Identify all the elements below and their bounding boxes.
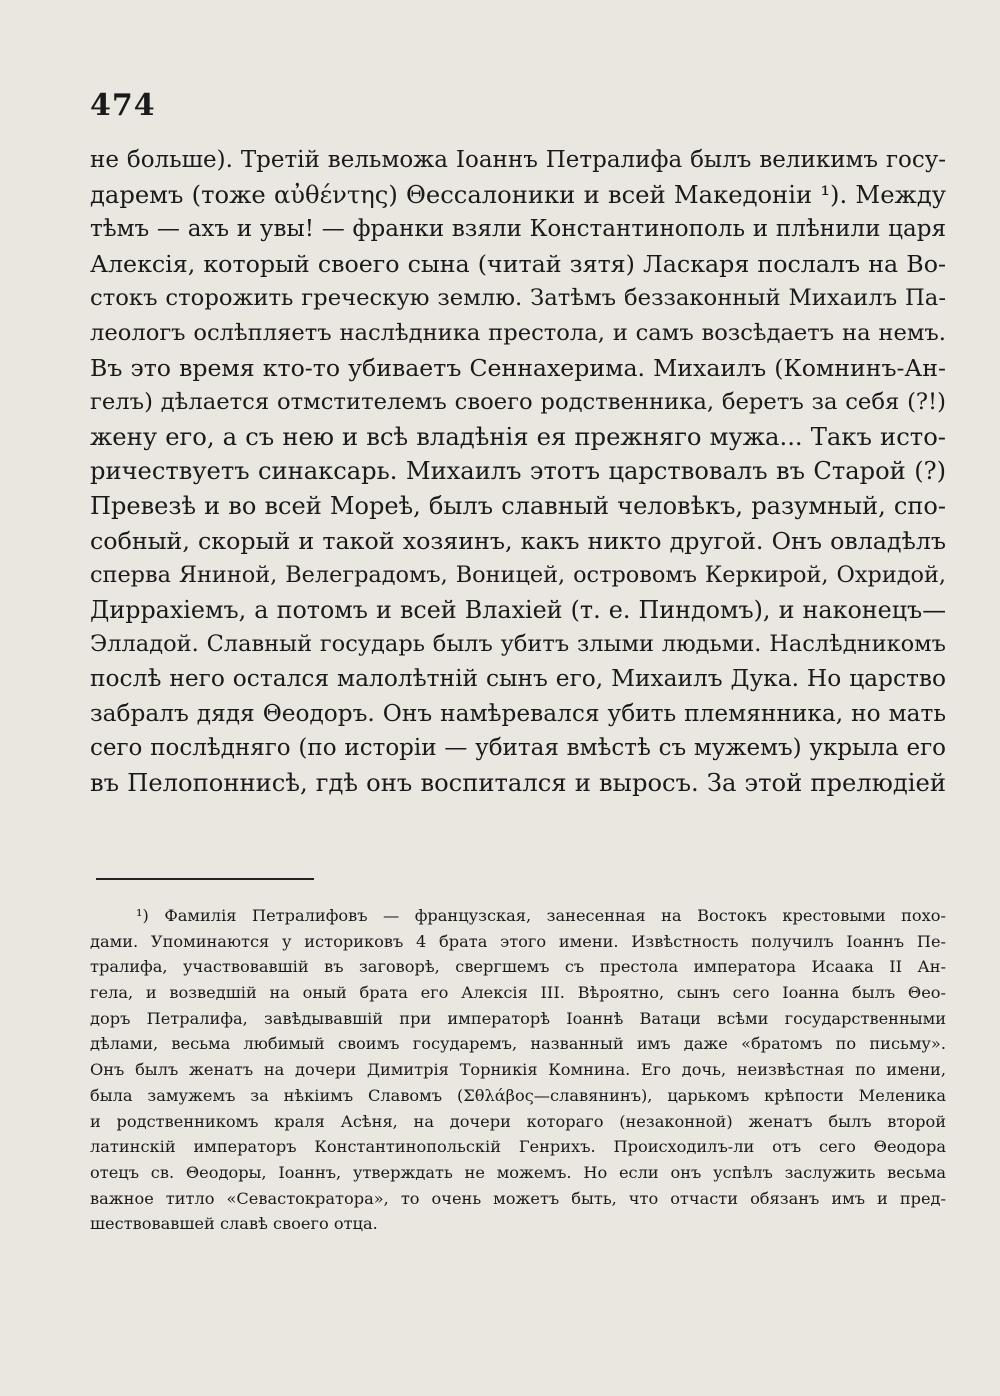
footnote-divider	[96, 878, 314, 880]
footnote-line: шествовавшей славѣ своего отца.	[90, 1214, 378, 1234]
text-line: Превезѣ и во всей Мореѣ, былъ славный человѣкъ, разумный, спо-	[90, 491, 946, 520]
text-line: стокъ сторожить греческую землю. Затѣмъ беззаконный Михаилъ Па-	[90, 285, 946, 312]
text-line: не больше). Третій вельможа Іоаннъ Петралифа былъ великимъ госу-	[90, 147, 946, 173]
footnote-line: ¹) Фамилія Петралифовъ — французская, занесенная на Востокъ крестовыми похо-	[136, 906, 946, 925]
text-line: леологъ ослѣпляетъ наслѣдника престола, и самъ возсѣдаетъ на немъ.	[90, 319, 946, 346]
text-line: Въ это время кто-то убиваетъ Сеннахерима. Михаилъ (Комнинъ-Ан-	[90, 353, 946, 382]
page-number: 474	[90, 88, 156, 123]
footnote-line: была замужемъ за нѣкіимъ Славомъ (Σθλάβος—славянинъ), царькомъ крѣпости Меленика	[90, 1085, 946, 1105]
main-text	[90, 143, 946, 800]
text-line: даремъ (тоже αὐθέντης) Θессалоники и всей Македоніи ¹). Между	[90, 180, 946, 209]
text-line: послѣ него остался малолѣтній сынъ его, Михаилъ Дука. Но царство	[90, 664, 946, 692]
text-line: Элладой. Славный государь былъ убитъ злыми людьми. Наслѣдникомъ	[90, 631, 946, 658]
text-line: Диррахіемъ, а потомъ и всей Влахіей (т. е. Пиндомъ), и наконецъ—	[90, 595, 946, 624]
text-line: сперва Яниной, Велеградомъ, Воницей, островомъ Керкирой, Охридой,	[90, 562, 946, 589]
footnote-line: отецъ св. Θеодоры, Іоаннъ, утверждать не можемъ. Но если онъ успѣлъ заслужить весьма	[90, 1162, 946, 1182]
text-line: собный, скорый и такой хозяинъ, какъ никто другой. Онъ овладѣлъ	[90, 526, 946, 555]
footnote-line: гела, и возведшій на оный брата его Алексія III. Вѣроятно, сынъ сего Іоанна былъ Θео-	[90, 983, 946, 1003]
footnote-line: Онъ былъ женатъ на дочери Димитрія Торникія Комнина. Его дочь, неизвѣстная по имени,	[90, 1060, 946, 1080]
footnote-line: важное титло «Севастократора», то очень можетъ быть, что отчасти обязанъ имъ и пред-	[90, 1188, 946, 1208]
footnote-line: и родственникомъ краля Асѣня, на дочери котораго (незаконной) женатъ былъ второй	[90, 1111, 946, 1131]
footnote-line: латинскій императоръ Константинопольскій Генрихъ. Происходилъ-ли отъ сего Θеодора	[90, 1137, 946, 1157]
footnote-line: дѣлами, весьма любимый своимъ государемъ, названный имъ даже «братомъ по письму».	[90, 1034, 946, 1054]
text-line: гелъ) дѣлается отмстителемъ своего родственника, беретъ за себя (?!)	[90, 389, 946, 416]
footnote-line: дами. Упоминаются у историковъ 4 брата этого имени. Извѣстность получилъ Іоаннъ Пе-	[90, 931, 946, 951]
text-line: тѣмъ — ахъ и увы! — франки взяли Константинополь и плѣнили царя	[90, 216, 946, 243]
text-line: жену его, а съ нею и всѣ владѣнія ея прежняго мужа... Такъ исто-	[90, 421, 946, 451]
text-line: сего послѣдняго (по исторіи — убитая вмѣстѣ съ мужемъ) укрыла его	[90, 735, 946, 762]
text-line: забралъ дядя Θеодоръ. Онъ намѣревался убить племянника, но мать	[90, 699, 946, 727]
footnote	[90, 903, 946, 1237]
text-line: ричествуетъ синаксарь. Михаилъ этотъ царствовалъ въ Старой (?)	[90, 457, 946, 486]
text-line: въ Пелопоннисѣ, гдѣ онъ воспитался и выросъ. За этой прелюдіей	[90, 768, 946, 797]
footnote-line: тралифа, участвовавшій въ заговорѣ, свергшемъ съ престола императора Исаака II Ан-	[90, 957, 946, 977]
footnote-line: доръ Петралифа, завѣдывавшій при императорѣ Іоаннѣ Ватаци всѣми государственными	[90, 1008, 946, 1028]
text-line: Алексія, который своего сына (читай зятя) Ласкаря послалъ на Во-	[90, 249, 946, 278]
